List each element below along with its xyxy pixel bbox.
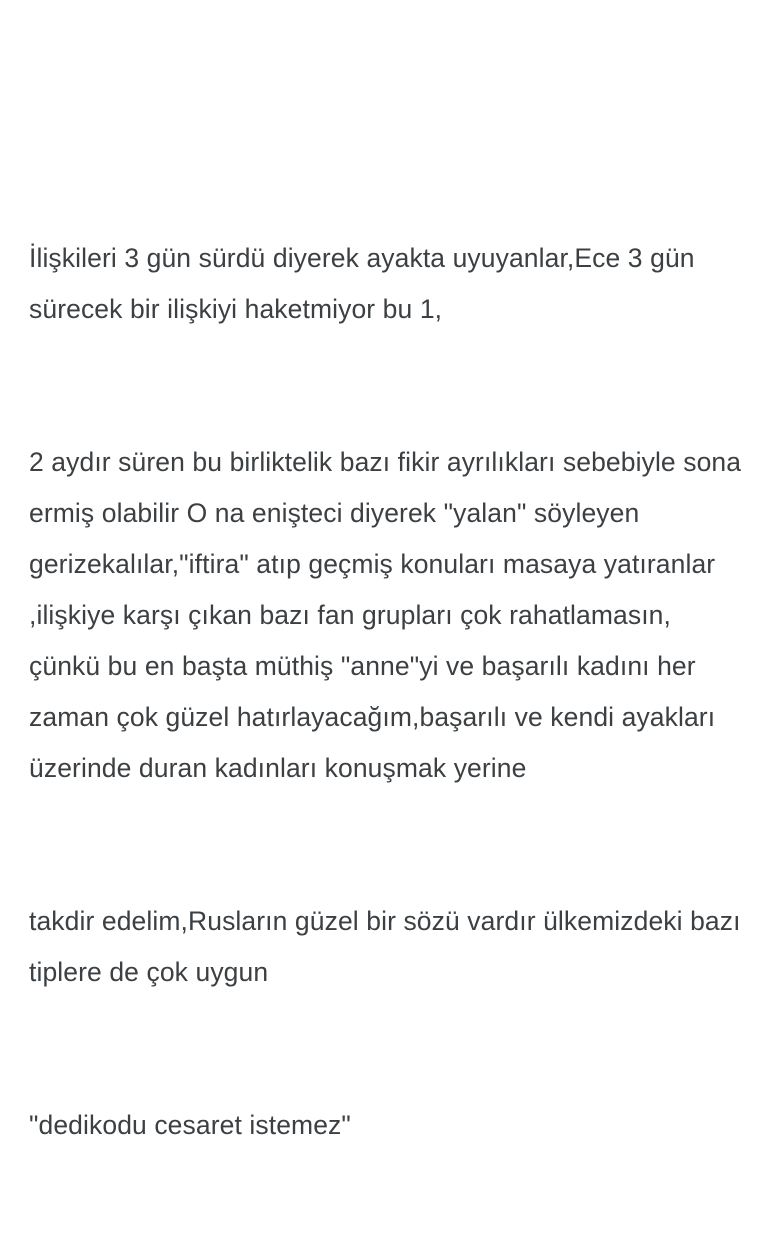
paragraph-2: 2 aydır süren bu birliktelik bazı fikir ayrılıkları sebebiyle sona ermiş olabilir O na enişteci diyerek "yalan" söyleyen gerizekalılar,"iftira" atıp geçmiş konuları masaya yatıranlar ,ilişkiye karşı çıkan bazı fan grupları çok rahatlamasın, çünkü bu en başta müthiş "anne"yi ve başarılı kadını her zaman çok güzel hatırlayacağım,başarılı ve kendi ayakları üzerinde duran kadınları konuşmak yerine: [29, 447, 749, 783]
paragraph-1: İlişkileri 3 gün sürdü diyerek ayakta uyuyanlar,Ece 3 gün sürecek bir ilişkiyi haketmiyor bu 1,: [29, 243, 703, 324]
paragraph-4: "dedikodu cesaret istemez": [29, 1110, 351, 1140]
paragraph-3: takdir edelim,Rusların güzel bir sözü vardır ülkemizdeki bazı tiplere de çok uygun: [29, 906, 749, 987]
document-text-block: [29, 131, 749, 1253]
